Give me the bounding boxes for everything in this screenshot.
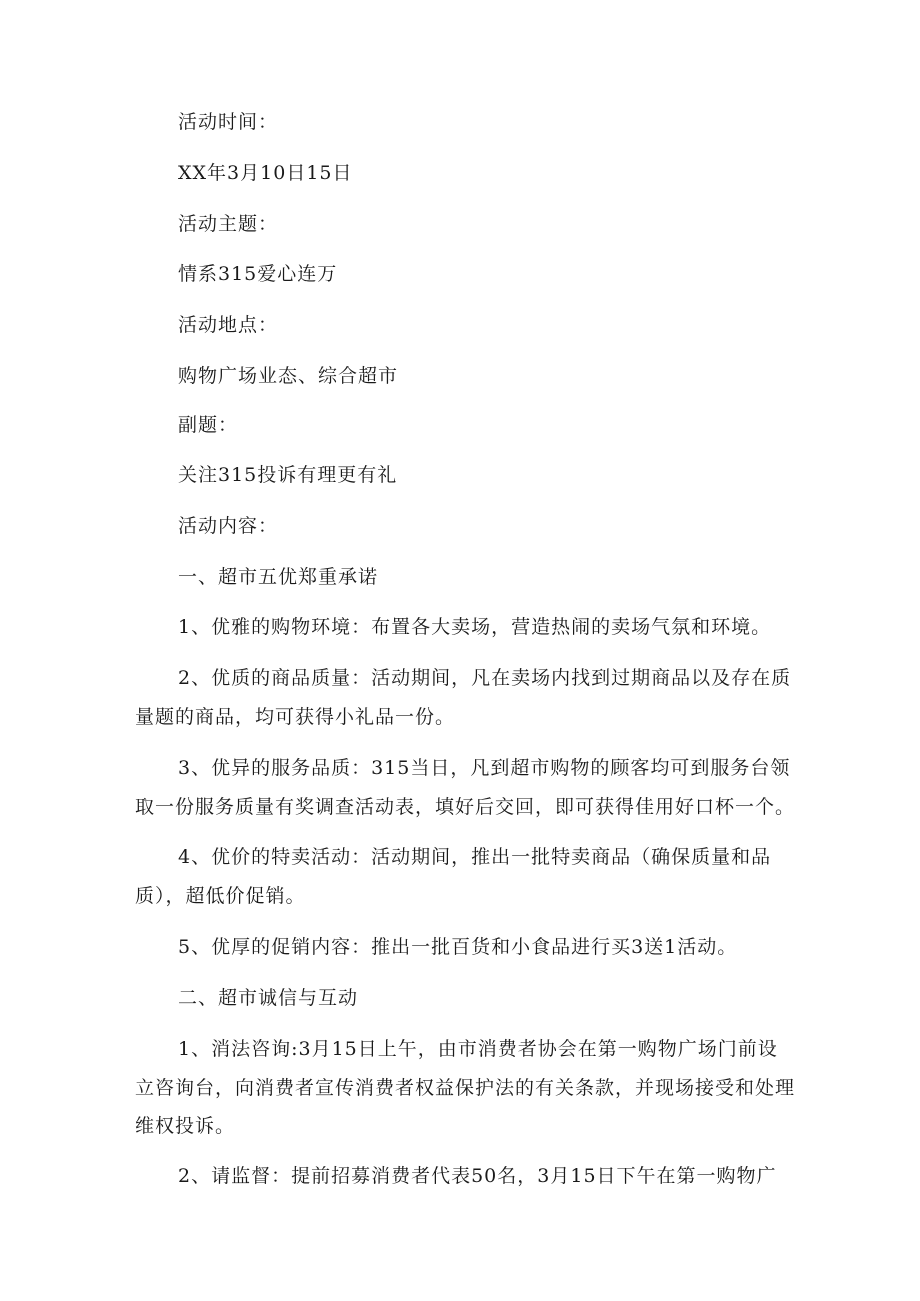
paragraph-item: 2、优质的商品质量：活动期间，凡在卖场内找到过期商品以及存在质 — [178, 667, 792, 689]
paragraph-item: 2、请监督：提前招募消费者代表50名，3月15日下午在第一购物广 — [178, 1165, 777, 1187]
paragraph-item: 1、消法咨询:3月15日上午，由市消费者协会在第一购物广场门前设 — [178, 1038, 778, 1060]
paragraph-continuation: 质），超低价促销。 — [135, 885, 306, 907]
paragraph-item: 5、优厚的促销内容：推出一批百货和小食品进行买3送1活动。 — [178, 936, 738, 958]
section-heading-2: 二、超市诚信与互动 — [178, 987, 359, 1009]
paragraph-continuation: 立咨询台，向消费者宣传消费者权益保护法的有关条款，并现场接受和处理 — [135, 1077, 796, 1099]
paragraph-continuation: 量题的商品，均可获得小礼品一份。 — [135, 706, 456, 728]
label-activity-content: 活动内容： — [178, 515, 279, 537]
section-heading-1: 一、超市五优郑重承诺 — [178, 566, 379, 588]
label-subtitle: 副题： — [178, 414, 239, 436]
value-subtitle: 关注315投诉有理更有礼 — [178, 464, 398, 486]
paragraph-continuation: 取一份服务质量有奖调查活动表，填好后交回，即可获得佳用好口杯一个。 — [135, 796, 796, 818]
label-activity-location: 活动地点： — [178, 314, 279, 336]
paragraph-item: 1、优雅的购物环境：布置各大卖场，营造热闹的卖场气氛和环境。 — [178, 616, 772, 638]
value-activity-location: 购物广场业态、综合超市 — [178, 365, 399, 387]
label-activity-time: 活动时间： — [178, 111, 279, 133]
paragraph-item: 4、优价的特卖活动：活动期间，推出一批特卖商品（确保质量和品 — [178, 846, 772, 868]
label-activity-theme: 活动主题： — [178, 213, 279, 235]
value-activity-theme: 情系315爱心连万 — [178, 263, 338, 285]
paragraph-continuation: 维权投诉。 — [135, 1115, 236, 1137]
paragraph-item: 3、优异的服务品质：315当日，凡到超市购物的顾客均可到服务台领 — [178, 757, 791, 779]
value-activity-time: XX年3月10日15日 — [178, 162, 353, 184]
